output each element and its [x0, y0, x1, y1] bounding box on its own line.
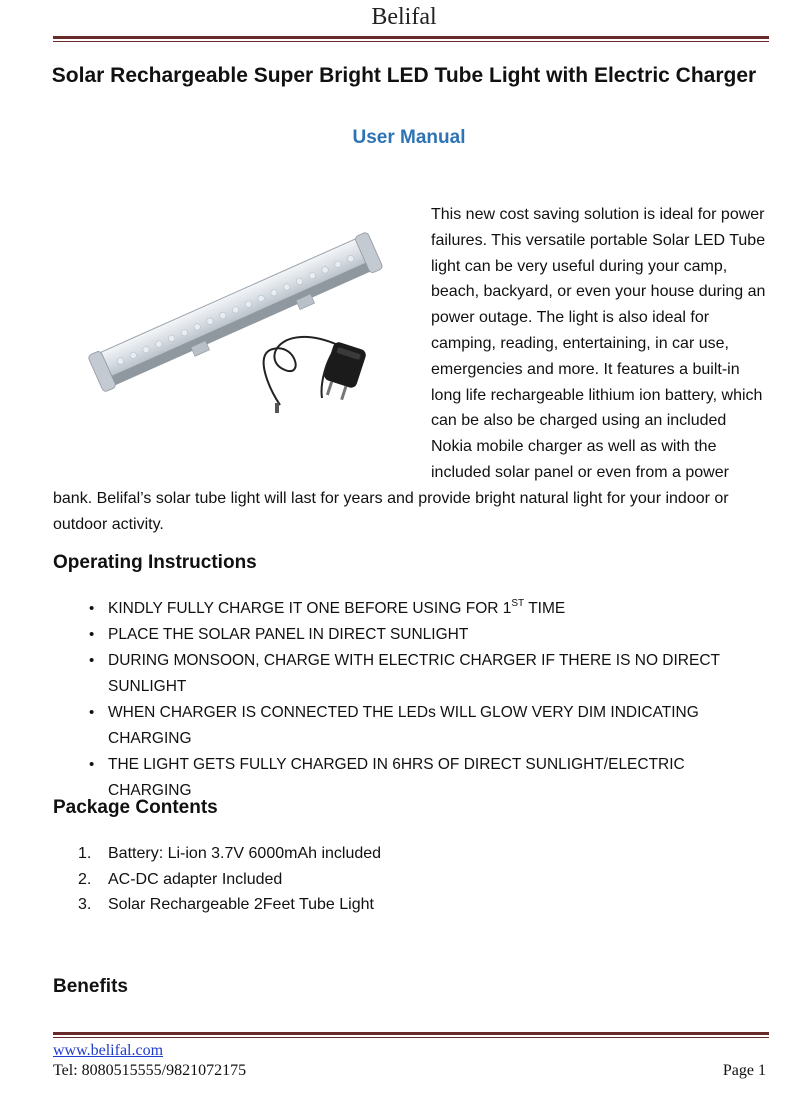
list-item-text: Solar Rechargeable 2Feet Tube Light	[108, 896, 374, 914]
benefits-heading: Benefits	[53, 976, 128, 997]
list-item-number: 3.	[78, 896, 92, 914]
list-item-number: 1.	[78, 845, 92, 862]
bullet-icon: •	[89, 652, 95, 669]
list-item-text: WHEN CHARGER IS CONNECTED THE LEDs WILL GLOW VERY DIM INDICATING CHARGING	[108, 704, 699, 747]
list-item-text: THE LIGHT GETS FULLY CHARGED IN 6HRS OF DIRECT SUNLIGHT/ELECTRIC CHARGING	[108, 756, 685, 799]
list-item	[53, 867, 769, 893]
intro-text: This new cost saving solution is ideal for power failures. This versatile portable Solar LED Tube light can be very useful during your camp, beach, backyard, or even your house during an power outage. The light is also ideal for camping, reading, entertaining, in car use, emergencies and more. It features a built-in long life rechargeable lithium ion battery, which can be also be charged using an included Nokia mobile charger as well as with the included solar panel or even from a power bank. Belifal’s solar tube light will last for years and provide bright natural light for your indoor or outdoor activity.	[53, 206, 766, 533]
bullet-icon: •	[89, 704, 95, 721]
list-item	[53, 700, 769, 752]
package-contents-heading: Package Contents	[53, 797, 218, 818]
website-link[interactable]: www.belifal.com	[53, 1042, 164, 1059]
list-item-text: DURING MONSOON, CHARGE WITH ELECTRIC CHARGER IF THERE IS NO DIRECT SUNLIGHT	[108, 652, 720, 695]
footer-telephone: Tel: 8080515555/9821072175	[53, 1062, 247, 1079]
list-item	[53, 622, 769, 648]
operating-instructions-list	[53, 596, 769, 804]
bullet-icon: •	[89, 600, 95, 617]
header-brand: Belifal	[371, 4, 437, 30]
list-item-text: KINDLY FULLY CHARGE IT ONE BEFORE USING FOR 1	[108, 600, 512, 617]
footer-rule	[53, 1032, 769, 1038]
list-item	[53, 596, 769, 622]
page-subtitle: User Manual	[352, 127, 466, 148]
page-title: Solar Rechargeable Super Bright LED Tube Light with Electric Charger	[51, 64, 757, 87]
list-item	[53, 841, 769, 867]
figure-spacer	[53, 202, 431, 460]
list-item-text: PLACE THE SOLAR PANEL IN DIRECT SUNLIGHT	[108, 626, 469, 643]
page-number: Page 1	[722, 1062, 766, 1079]
list-item	[53, 648, 769, 700]
list-item-text: AC-DC adapter Included	[108, 870, 283, 888]
list-item-sup: ST	[511, 598, 525, 609]
list-item-number: 2.	[78, 870, 92, 888]
list-item	[53, 892, 769, 918]
list-item-tail: TIME	[524, 600, 566, 617]
operating-instructions-heading: Operating Instructions	[53, 552, 257, 573]
package-contents-list	[53, 841, 769, 918]
intro-paragraph	[53, 202, 769, 537]
bullet-icon: •	[89, 756, 95, 773]
bullet-icon: •	[89, 626, 95, 643]
header-rule	[53, 36, 769, 42]
list-item-text: Battery: Li-ion 3.7V 6000mAh included	[108, 845, 382, 862]
